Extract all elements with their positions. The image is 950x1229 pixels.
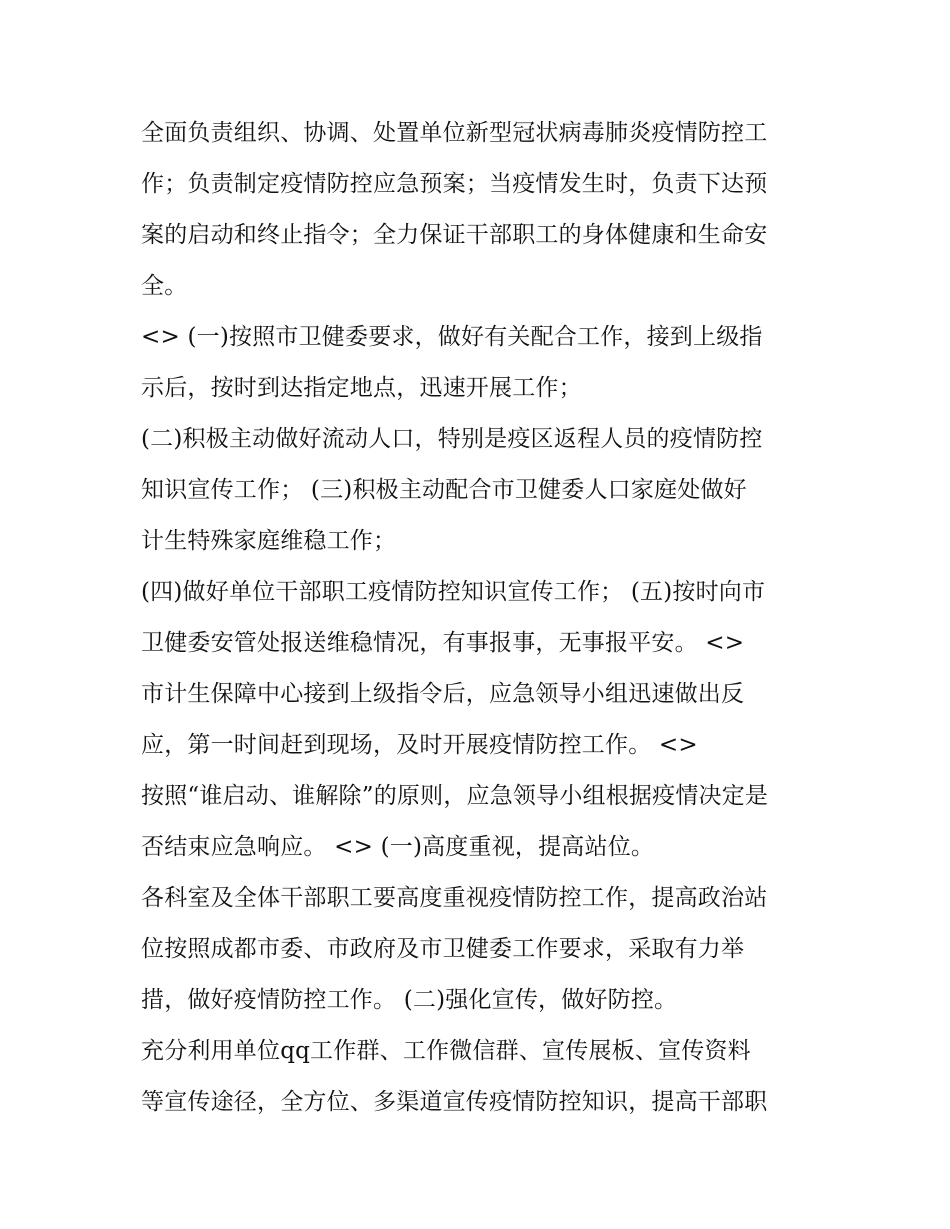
text-line: 市计生保障中心接到上级指令后，应急领导小组迅速做出反 xyxy=(141,681,745,707)
text-line: 按照“谁启动、谁解除”的原则，应急领导小组根据疫情决定是 xyxy=(141,783,769,809)
text-line: <> (一)按照市卫健委要求，做好有关配合工作，接到上级指 xyxy=(141,324,763,350)
text-line: 案的启动和终止指令；全力保证干部职工的身体健康和生命安 xyxy=(141,222,768,248)
text-line: 措，做好疫情防控工作。 (二)强化宣传，做好防控。 xyxy=(141,987,678,1013)
text-line: 应，第一时间赶到现场，及时开展疫情防控工作。 <> xyxy=(141,732,698,758)
text-line: (四)做好单位干部职工疫情防控知识宣传工作； (五)按时向市 xyxy=(141,579,766,605)
text-line: 全。 xyxy=(141,273,188,299)
text-line: 充分利用单位qq工作群、工作微信群、宣传展板、宣传资料 xyxy=(141,1038,751,1064)
text-line: (二)积极主动做好流动人口，特别是疫区返程人员的疫情防控 xyxy=(141,426,763,452)
text-line: 全面负责组织、协调、处置单位新型冠状病毒肺炎疫情防控工 xyxy=(141,120,768,146)
text-line: 否结束应急响应。 <> (一)高度重视，提高站位。 xyxy=(141,834,655,860)
document-body xyxy=(141,108,821,1128)
text-line: 等宣传途径，全方位、多渠道宣传疫情防控知识，提高干部职 xyxy=(141,1089,768,1115)
text-line: 知识宣传工作； (三)积极主动配合市卫健委人口家庭处做好 xyxy=(141,477,747,503)
text-line: 示后，按时到达指定地点，迅速开展工作； xyxy=(141,375,582,401)
text-line: 各科室及全体干部职工要高度重视疫情防控工作，提高政治站 xyxy=(141,885,768,911)
text-line: 计生特殊家庭维稳工作； xyxy=(141,528,397,554)
text-line: 作；负责制定疫情防控应急预案；当疫情发生时，负责下达预 xyxy=(141,171,768,197)
text-line: 位按照成都市委、市政府及市卫健委工作要求，采取有力举 xyxy=(141,936,745,962)
text-line: 卫健委安管处报送维稳情况，有事报事，无事报平安。 <> xyxy=(141,630,745,656)
